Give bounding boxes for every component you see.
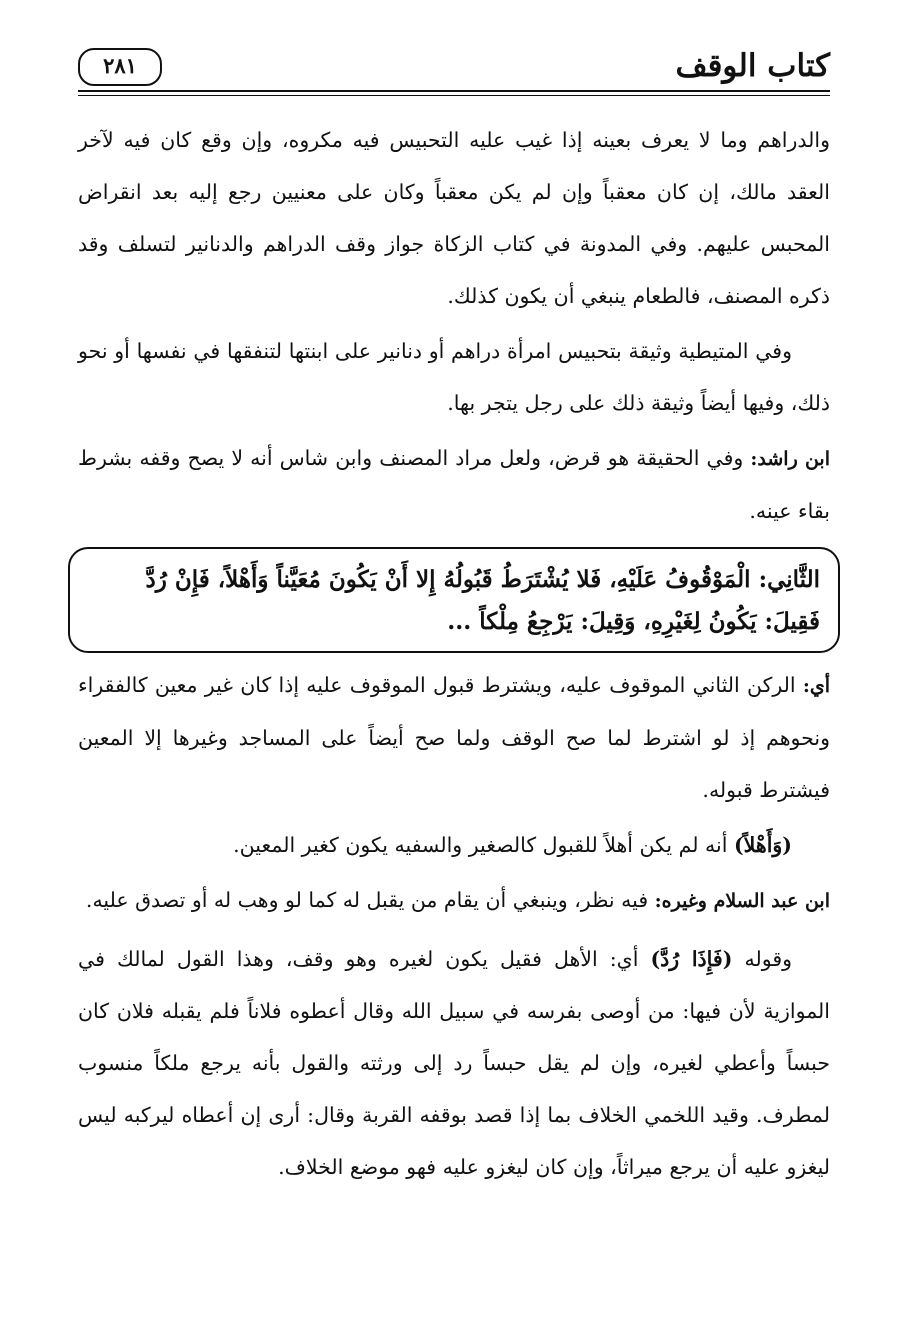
quoted-term-ahlan: (وَأَهْلاً) [733,833,792,857]
paragraph-5-text: أنه لم يكن أهلاً للقبول كالصغير والسفيه يكون كغير المعين. [233,833,734,857]
page-header [78,38,830,94]
matn-line-1: الثَّانِي: الْمَوْقُوفُ عَلَيْهِ، فَلا يُشْتَرَطُ قَبُولُهُ إِلا أَنْ يَكُونَ مُعَيَّناً وَأَهْلاً، فَإِنْ رُدَّ [145,566,820,593]
matn-line-2: فَقِيلَ: يَكُونُ لِغَيْرِهِ، وَقِيلَ: يَرْجِعُ مِلْكاً ... [447,608,820,635]
paragraph-4-text: الركن الثاني الموقوف عليه، ويشترط قبول الموقوف عليه إذا كان غير معين كالفقراء ونحوهم إذ لو اشترط لما صح الوقف ولما صح أيضاً على المساجد وغيرها إلا المعين فيشترط قبوله. [78,673,830,802]
speaker-label-ibn-abd-al-salam: ابن عبد السلام وغيره: [654,890,830,912]
page-number: ٢٨١ [78,48,162,86]
paragraph-1: والدراهم وما لا يعرف بعينه إذا غيب عليه التحبيس فيه مكروه، وإن وقع كان فيه لآخر العقد مالك، إن كان معقباً وإن لم يكن معقباً وكان على معنيين رجع إليه بعد انقراض المحبس عليهم. وفي المدونة في كتاب الزكاة جواز وقف الدراهم والدنانير لتسلف وقد ذكره المصنف، فالطعام ينبغي أن يكون كذلك. [78,128,830,308]
speaker-label-ibn-rashid: ابن راشد: [750,448,830,470]
header-rule-thin [78,95,830,96]
header-rule [78,90,830,92]
paragraph-2: وفي المتيطية وثيقة بتحبيس امرأة دراهم أو دنانير على ابنتها لتنفقها في نفسها أو نحو ذلك، وفيها أيضاً وثيقة ذلك على رجل يتجر بها. [78,339,830,415]
page-body [78,114,830,1196]
paragraph-7-text: أي: الأهل فقيل يكون لغيره وهو وقف، وهذا القول لمالك في الموازية لأن فيها: من أوصى بفرسه في سبيل الله وقال أعطوه فلاناً فلم يقبله فلان كان حبساً وأعطي لغيره، وإن لم يقل حبساً رد إلى ورثته والقول بأنه يرجع ملكاً منسوب لمطرف. وقيد اللخمي الخلاف بما إذا قصد بوقفه القربة وقال: أرى إن أعطاه ليركبه ليس ليغزو عليه أن يرجع ميراثاً، وإن كان ليغزو عليه فهو موضع الخلاف. [78,947,830,1179]
explanation-label: أي: [802,675,830,697]
paragraph-3 [78,432,830,537]
paragraph-5 [78,819,830,871]
paragraph-3-text: وفي الحقيقة هو قرض، ولعل مراد المصنف وابن شاس أنه لا يصح وقفه بشرط بقاء عينه. [78,446,830,523]
page [78,38,830,1179]
book-title: كتاب الوقف [675,48,830,84]
paragraph-6-text: فيه نظر، وينبغي أن يقام من يقبل له كما لو وهب له أو تصدق عليه. [85,888,655,912]
paragraph-4 [78,659,830,816]
paragraph-7 [78,933,830,1193]
quoted-term-fa-idha-rudda: (فَإِذَا رُدَّ) [650,947,733,971]
paragraph-6 [78,874,830,927]
matn-box [68,547,840,653]
paragraph-7-start: وقوله [732,947,793,971]
